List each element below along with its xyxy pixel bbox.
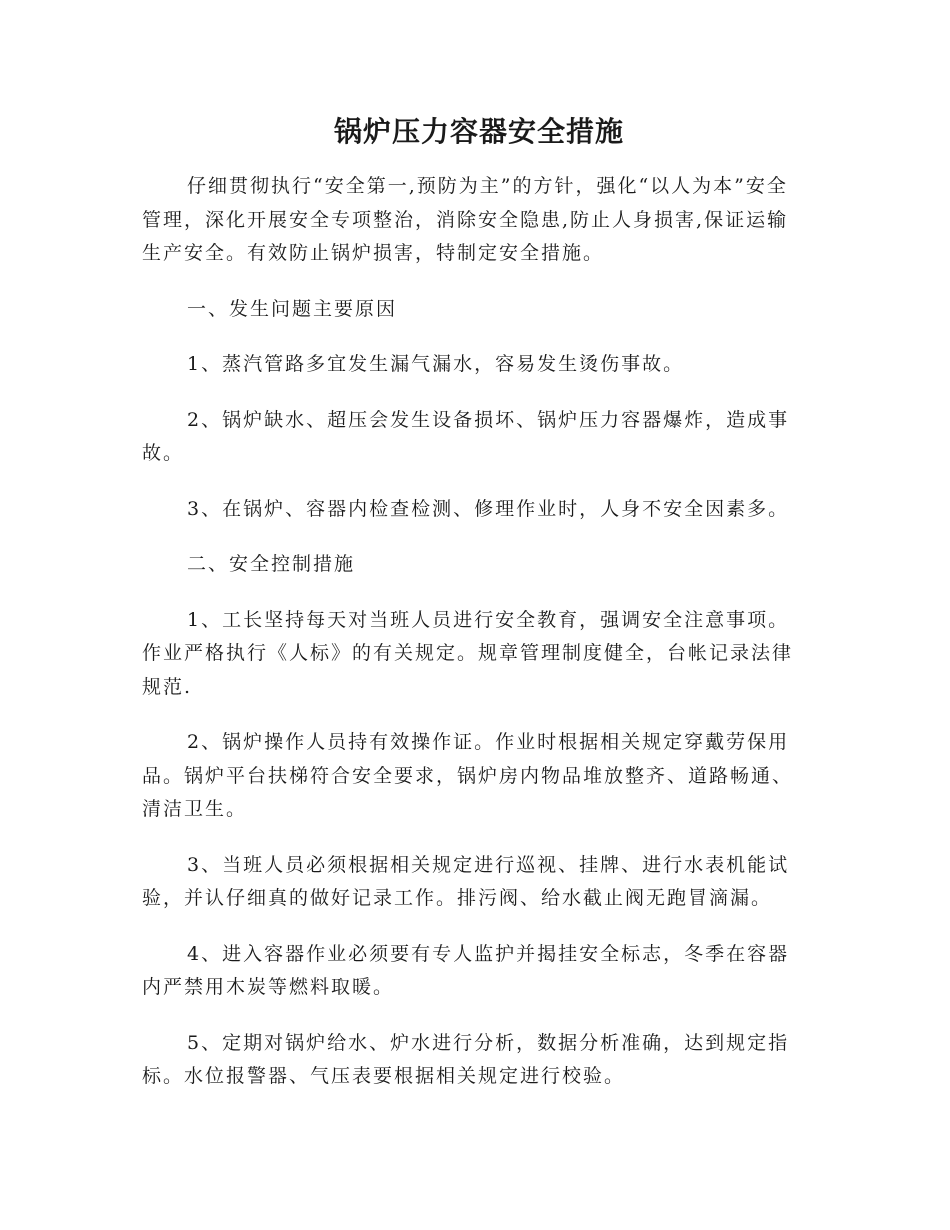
section-heading-measures: 二、安全控制措施 <box>187 553 356 575</box>
cause-item-1: 1、蒸汽管路多宜发生漏气漏水，容易发生烫伤事故。 <box>187 353 685 375</box>
cause-item-2: 2、锅炉缺水、超压会发生设备损坏、锅炉压力容器爆炸，造成事故。 <box>142 408 790 464</box>
document-page <box>142 110 806 1116</box>
document-title: 锅炉压力容器安全措施 <box>333 115 624 148</box>
cause-item-3: 3、在锅炉、容器内检查检测、修理作业时，人身不安全因素多。 <box>187 497 790 520</box>
measure-item-1: 1、工长坚持每天对当班人员进行安全教育，强调安全注意事项。作业严格执行《人标》的有关规定。规章管理制度健全，台帐记录法律规范. <box>142 608 794 698</box>
measure-item-4: 4、进入容器作业必须要有专人监护并揭挂安全标志，冬季在容器内严禁用木炭等燃料取暖。 <box>142 942 790 998</box>
intro-paragraph: 仔细贯彻执行“安全第一,预防为主”的方针，强化“以人为本”安全管理，深化开展安全专项整治，消除安全隐患,防止人身损害,保证运输生产安全。有效防止锅炉损害，特制定安全措施。 <box>142 175 789 264</box>
measure-item-2: 2、锅炉操作人员持有效操作证。作业时根据相关规定穿戴劳保用品。锅炉平台扶梯符合安全要求，锅炉房内物品堆放整齐、道路畅通、清洁卫生。 <box>142 731 794 820</box>
measure-item-5: 5、定期对锅炉给水、炉水进行分析，数据分析准确，达到规定指标。水位报警器、气压表要根据相关规定进行校验。 <box>142 1031 790 1087</box>
measure-item-3: 3、当班人员必须根据相关规定进行巡视、挂牌、进行水表机能试验，并认仔细真的做好记录工作。排污阀、给水截止阀无跑冒滴漏。 <box>142 853 790 909</box>
section-heading-causes: 一、发生问题主要原因 <box>187 297 398 320</box>
